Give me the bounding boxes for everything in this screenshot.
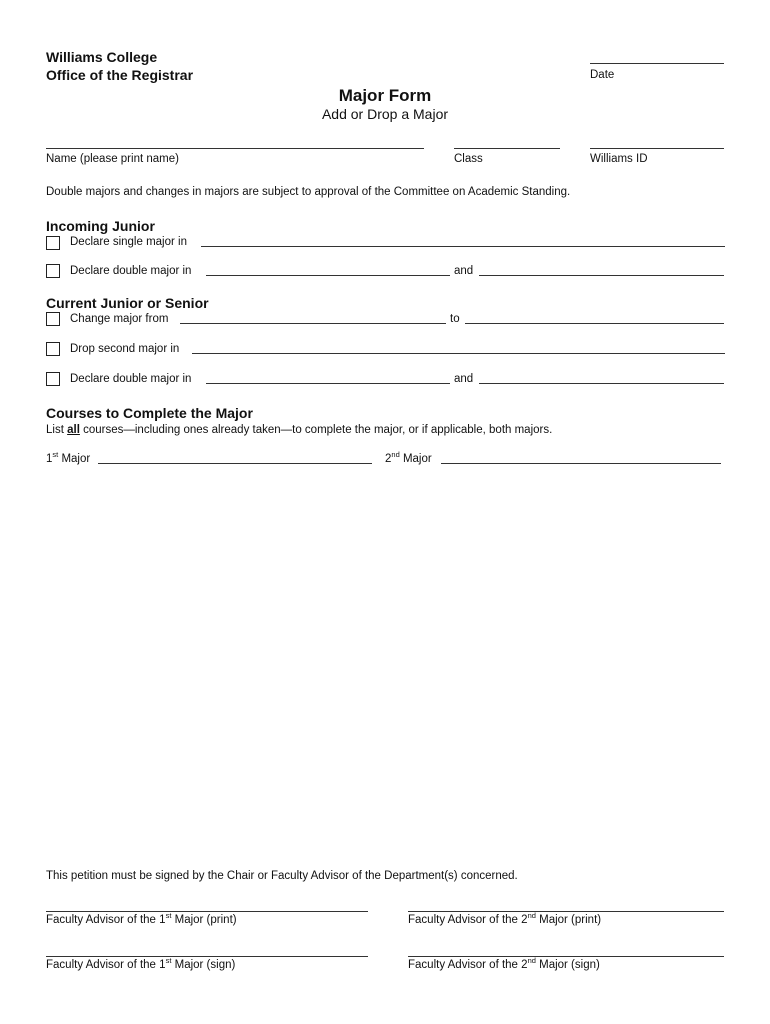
page-subtitle: Add or Drop a Major	[321, 106, 449, 122]
fa2-sign-num: 2	[521, 959, 528, 971]
fa2-print-field[interactable]	[408, 911, 724, 912]
declare-single-label: Declare single major in	[70, 236, 187, 248]
drop-second-field[interactable]	[192, 353, 725, 354]
fa2-sign-field[interactable]	[408, 956, 724, 957]
fa1-sign-field[interactable]	[46, 956, 368, 957]
first-major-label	[46, 450, 91, 465]
fa1-sign-num: 1	[159, 959, 166, 971]
current-junior-senior-heading: Current Junior or Senior	[46, 295, 209, 311]
declare-double-field-1[interactable]	[206, 275, 450, 276]
first-major-field[interactable]	[98, 463, 372, 464]
fa1-print-field[interactable]	[46, 911, 368, 912]
fa1-print-label	[46, 911, 237, 926]
page-title: Major Form	[338, 86, 432, 105]
declare-single-checkbox[interactable]	[46, 236, 60, 250]
fa1-print-num: 1	[159, 914, 166, 926]
fa1-sign-label	[46, 956, 236, 971]
first-major-num: 1	[46, 453, 53, 465]
second-major-text: Major	[402, 453, 432, 465]
office-name: Office of the Registrar	[46, 67, 194, 83]
williams-id-field[interactable]	[590, 148, 724, 149]
name-label: Name (please print name)	[46, 153, 179, 165]
drop-second-label: Drop second major in	[70, 343, 180, 355]
declare-double-field-2[interactable]	[479, 275, 724, 276]
second-major-field[interactable]	[441, 463, 721, 464]
fa2-print-prefix: Faculty Advisor of the	[408, 914, 518, 926]
name-field[interactable]	[46, 148, 424, 149]
change-major-to: to	[450, 313, 460, 325]
current-declare-double-field-1[interactable]	[206, 383, 450, 384]
instr-before: List	[46, 424, 64, 436]
change-major-from-field[interactable]	[180, 323, 446, 324]
second-major-num: 2	[385, 453, 392, 465]
fa2-sign-prefix: Faculty Advisor of the	[408, 959, 518, 971]
current-declare-double-label: Declare double major in	[70, 373, 192, 385]
change-major-to-field[interactable]	[465, 323, 724, 324]
drop-second-checkbox[interactable]	[46, 342, 60, 356]
fa2-print-sup: nd	[527, 911, 536, 921]
fa1-sign-suffix: Major (sign)	[174, 959, 236, 971]
first-major-text: Major	[61, 453, 91, 465]
institution-name: Williams College	[46, 49, 158, 65]
second-major-label	[385, 450, 432, 465]
fa2-sign-sup: nd	[527, 956, 536, 966]
first-major-sup: st	[52, 450, 59, 460]
date-field[interactable]	[590, 63, 724, 64]
instr-after: courses—including ones already taken—to complete the major, or if applicable, both majors.	[83, 424, 553, 436]
date-label: Date	[590, 69, 615, 81]
class-field[interactable]	[454, 148, 560, 149]
fa1-sign-prefix: Faculty Advisor of the	[46, 959, 156, 971]
change-major-checkbox[interactable]	[46, 312, 60, 326]
declare-double-checkbox[interactable]	[46, 264, 60, 278]
fa1-sign-sup: st	[165, 956, 172, 966]
fa2-print-label	[408, 911, 602, 926]
approval-notice: Double majors and changes in majors are subject to approval of the Committee on Academic Standing.	[46, 186, 571, 198]
declare-double-and: and	[454, 265, 474, 277]
incoming-junior-heading: Incoming Junior	[46, 218, 155, 234]
fa2-sign-label	[408, 956, 600, 971]
declare-single-field[interactable]	[201, 246, 725, 247]
instr-emphasis: all	[67, 424, 80, 436]
fa1-print-sup: st	[165, 911, 172, 921]
second-major-sup: nd	[391, 450, 400, 460]
current-declare-double-field-2[interactable]	[479, 383, 724, 384]
declare-double-label: Declare double major in	[70, 265, 192, 277]
fa2-print-suffix: Major (print)	[539, 914, 602, 926]
current-declare-double-and: and	[454, 373, 474, 385]
petition-notice: This petition must be signed by the Chair or Faculty Advisor of the Department(s) concerned.	[46, 870, 518, 882]
courses-instructions	[46, 424, 552, 436]
fa2-sign-suffix: Major (sign)	[539, 959, 600, 971]
change-major-label: Change major from	[70, 313, 169, 325]
current-declare-double-checkbox[interactable]	[46, 372, 60, 386]
williams-id-label: Williams ID	[590, 153, 648, 165]
courses-heading: Courses to Complete the Major	[46, 405, 253, 421]
fa1-print-prefix: Faculty Advisor of the	[46, 914, 156, 926]
class-label: Class	[454, 153, 483, 165]
fa2-print-num: 2	[521, 914, 528, 926]
fa1-print-suffix: Major (print)	[174, 914, 237, 926]
